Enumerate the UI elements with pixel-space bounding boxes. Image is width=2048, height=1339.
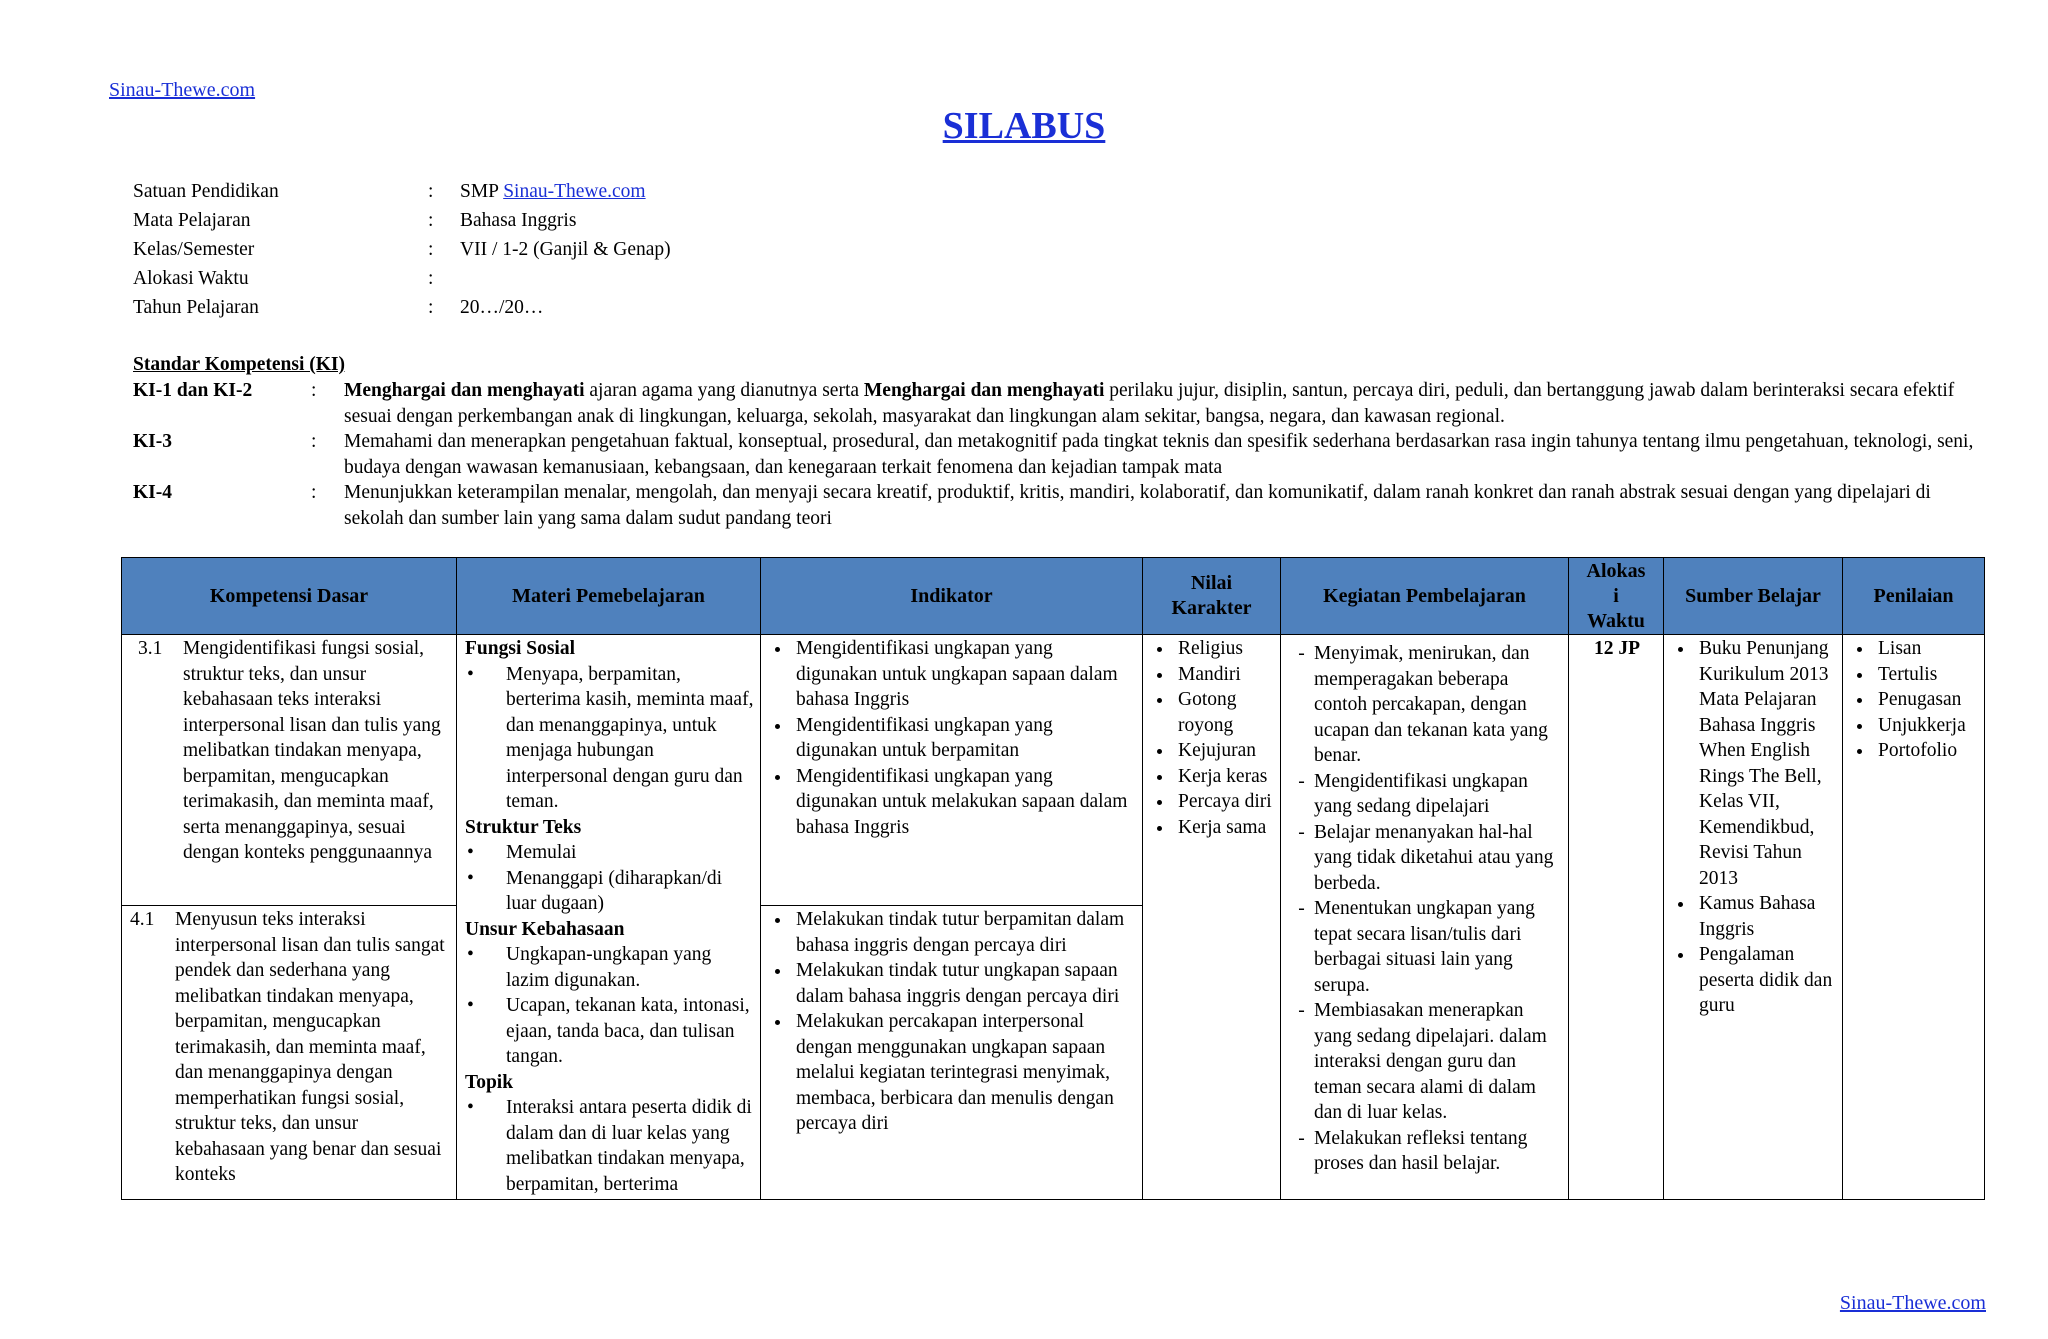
materi-heading-kebahasaan: Unsur Kebahasaan: [465, 918, 625, 940]
info-row-alokasi: Alokasi Waktu :: [133, 268, 434, 289]
list-item: • Percaya diri: [1174, 789, 1274, 815]
list-item: • Mengidentifikasi ungkapan yang digunakan untuk melakukan sapaan dalam bahasa Inggris: [792, 764, 1136, 841]
list-item: • Menyapa, berpamitan, berterima kasih, meminta maaf, dan menanggapinya, untuk menjaga hubungan interpersonal dengan guru dan teman.: [467, 663, 754, 812]
list-item: • Kejujuran: [1174, 738, 1274, 764]
list-item: • Kamus Bahasa Inggris: [1695, 891, 1836, 942]
materi-heading-struktur: Struktur Teks: [465, 816, 582, 838]
kegiatan-cell: [1281, 635, 1569, 1200]
list-item: - Mengidentifikasi ungkapan yang sedang dipelajari: [1298, 770, 1528, 817]
indikator-cell-2: [761, 906, 1143, 1200]
kd-cell-3-1: 3.1 Mengidentifikasi fungsi sosial, struktur teks, dan unsur kebahasaan teks interaksi interpersonal lisan dan tulis yang melibatkan tindakan menyapa, berpamitan, mengucapkan terimakasih, dan meminta maaf, serta menanggapinya, sesuai dengan konteks penggunaannya: [122, 635, 457, 906]
list-item: • Ungkapan-ungkapan yang lazim digunakan.: [467, 944, 712, 991]
list-item: • Mandiri: [1174, 662, 1274, 688]
list-item: - Menentukan ungkapan yang tepat secara lisan/tulis dari berbagai situasi lain yang serupa.: [1298, 898, 1535, 996]
list-item: • Penugasan: [1874, 687, 1978, 713]
ki-section: [133, 351, 1983, 531]
nilai-karakter-cell: [1143, 635, 1281, 1200]
table-header-row: [122, 558, 1985, 635]
materi-cell: [457, 635, 761, 1200]
list-item: • Unjukkerja: [1874, 713, 1978, 739]
table-row: [122, 635, 1985, 906]
identity-block: [133, 177, 671, 322]
list-item: • Portofolio: [1874, 738, 1978, 764]
info-row-tahun: Tahun Pelajaran : 20…/20…: [133, 297, 544, 318]
header-kompetensi-dasar: Kompetensi Dasar: [122, 558, 457, 635]
list-item: • Gotong royong: [1174, 687, 1274, 738]
ki-row-1-2: KI-1 dan KI-2 : Menghargai dan menghayati ajaran agama yang dianutnya serta Menghargai dan menghayati perilaku jujur, disiplin, santun, percaya diri, peduli, dan bertanggung jawab dalam berinteraksi secara efektif sesuai dengan perkembangan anak di lingkungan, keluarga, sekolah, masyarakat dan lingkungan alam sekitar, bangsa, negara, dan kawasan regional.: [133, 380, 1960, 427]
list-item: - Belajar menanyakan hal-hal yang tidak diketahui atau yang berbeda.: [1298, 821, 1554, 894]
info-row-satuan: Satuan Pendidikan : SMP Sinau-Thewe.com: [133, 181, 646, 202]
list-item: • Kerja sama: [1174, 815, 1274, 841]
alokasi-waktu-cell: 12 JP: [1569, 635, 1664, 1200]
ki-row-3: KI-3 : Memahami dan menerapkan pengetahuan faktual, konseptual, prosedural, dan metakognitif pada tingkat teknis dan spesifik sederhana berdasarkan rasa ingin tahunya tentang ilmu pengetahuan, teknologi, seni, budaya dengan wawasan kemanusiaan, kebangsaan, dan kenegaraan terkait fenomena dan kejadian tampak mata: [133, 431, 1974, 478]
header-materi: Materi Pemebelajaran: [457, 558, 761, 635]
materi-heading-topik: Topik: [465, 1071, 514, 1093]
ki-heading: Standar Kompetensi (KI): [133, 354, 345, 375]
header-indikator: Indikator: [761, 558, 1143, 635]
list-item: • Memulai: [467, 842, 577, 863]
header-kegiatan: Kegiatan Pembelajaran: [1281, 558, 1569, 635]
list-item: • Kerja keras: [1174, 764, 1274, 790]
list-item: • Mengidentifikasi ungkapan yang digunakan untuk berpamitan: [792, 713, 1136, 764]
kd-cell-4-1: 4.1 Menyusun teks interaksi interpersonal lisan dan tulis sangat pendek dan sederhana yang melibatkan tindakan menyapa, berpamitan, mengucapkan terimakasih, dan meminta maaf, dan menanggapinya dengan memperhatikan fungsi sosial, struktur teks, dan unsur kebahasaan yang benar dan sesuai konteks: [122, 906, 457, 1200]
list-item: • Mengidentifikasi ungkapan yang digunakan untuk ungkapan sapaan dalam bahasa Inggris: [792, 636, 1136, 713]
list-item: • Tertulis: [1874, 662, 1978, 688]
list-item: - Menyimak, menirukan, dan memperagakan beberapa contoh percakapan, dengan ucapan dan tekanan kata yang benar.: [1298, 643, 1548, 766]
penilaian-cell: [1843, 635, 1985, 1200]
header-nilai-karakter: Nilai Karakter: [1143, 558, 1281, 635]
header-penilaian: Penilaian: [1843, 558, 1985, 635]
list-item: - Membiasakan menerapkan yang sedang dipelajari. dalam interaksi dengan guru dan teman secara alami di dalam dan di luar kelas.: [1298, 1000, 1547, 1123]
list-item: • Pengalaman peserta didik dan guru: [1695, 942, 1836, 1019]
header-sumber-belajar: Sumber Belajar: [1664, 558, 1843, 635]
info-row-kelas: Kelas/Semester : VII / 1-2 (Ganjil & Genap): [133, 239, 671, 260]
list-item: • Buku Penunjang Kurikulum 2013 Mata Pelajaran Bahasa Inggris When English Rings The Bell, Kelas VII, Kemendikbud, Revisi Tahun 2013: [1695, 636, 1836, 891]
header-site-link[interactable]: Sinau-Thewe.com: [109, 79, 256, 101]
list-item: • Menanggapi (diharapkan/di luar dugaan): [467, 867, 723, 914]
page-title: SILABUS: [942, 105, 1106, 147]
list-item: - Melakukan refleksi tentang proses dan hasil belajar.: [1298, 1127, 1528, 1174]
list-item: • Melakukan tindak tutur berpamitan dalam bahasa inggris dengan percaya diri: [792, 907, 1136, 958]
syllabus-table: [121, 557, 1985, 1200]
list-item: • Melakukan percakapan interpersonal dengan menggunakan ungkapan sapaan melalui kegiatan terintegrasi menyimak, membaca, berbicara dan menulis dengan percaya diri: [792, 1009, 1136, 1137]
list-item: • Religius: [1174, 636, 1274, 662]
footer-site-link[interactable]: Sinau-Thewe.com: [1839, 1292, 1986, 1314]
sumber-belajar-cell: [1664, 635, 1843, 1200]
materi-heading-fungsi: Fungsi Sosial: [465, 638, 576, 659]
list-item: • Ucapan, tekanan kata, intonasi, ejaan, tanda baca, dan tulisan tangan.: [467, 995, 750, 1067]
list-item: • Melakukan tindak tutur ungkapan sapaan dalam bahasa inggris dengan percaya diri: [792, 958, 1136, 1009]
list-item: • Lisan: [1874, 636, 1978, 662]
info-row-mapel: Mata Pelajaran : Bahasa Inggris: [133, 210, 577, 231]
list-item: • Interaksi antara peserta didik di dalam dan di luar kelas yang melibatkan tindakan menyapa, berpamitan, berterima: [467, 1097, 752, 1195]
satuan-link[interactable]: Sinau-Thewe.com: [503, 181, 646, 202]
indikator-cell-1: [761, 635, 1143, 906]
ki-row-4: KI-4 : Menunjukkan keterampilan menalar, mengolah, dan menyaji secara kreatif, produktif, kritis, mandiri, kolaboratif, dan komunikatif, dalam ranah konkret dan ranah abstrak sesuai dengan yang dipelajari di sekolah dan sumber lain yang sama dalam sudut pandang teori: [133, 482, 1931, 529]
header-alokasi-waktu: Alokas i Waktu: [1569, 558, 1664, 635]
